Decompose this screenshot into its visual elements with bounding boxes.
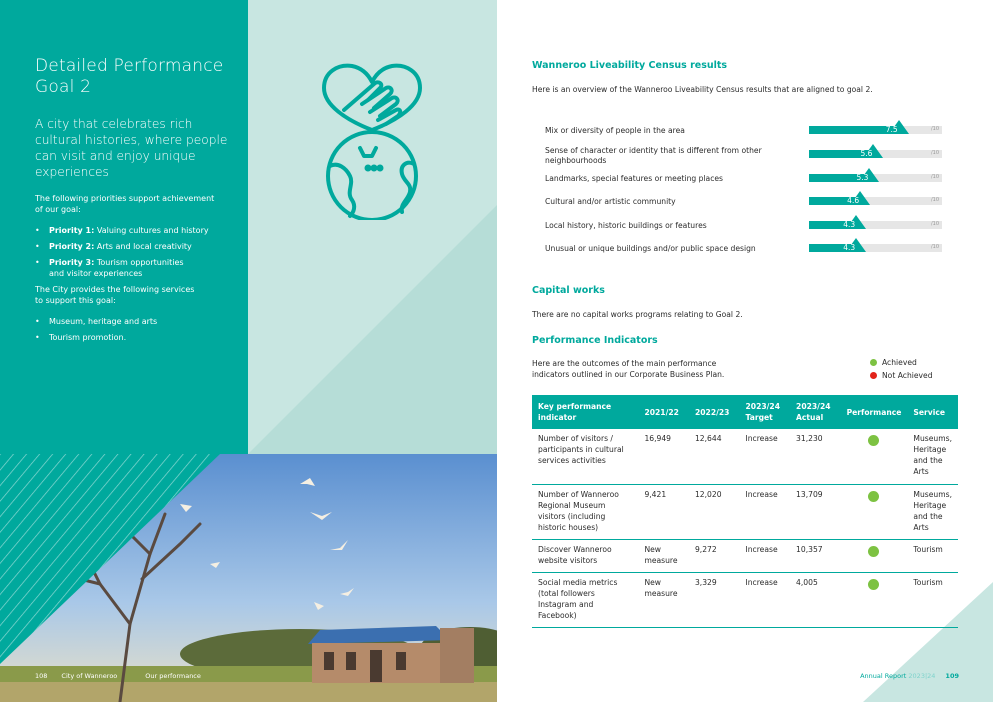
census-row (545, 126, 955, 146)
left-footer-section: Our performance (145, 672, 201, 680)
capital-works-heading: Capital works (532, 285, 605, 296)
right-page-number: 109 (945, 672, 959, 680)
census-max: /10 (931, 126, 940, 132)
census-label: Cultural and/or artistic community (545, 197, 676, 206)
heritage-photo (0, 454, 497, 702)
hands-globe-icon (316, 60, 428, 220)
performance-cell (841, 539, 908, 572)
census-label: Sense of character or identity that is different from other neighbourhoods (545, 146, 762, 165)
value-cell: 16,949 (638, 429, 689, 484)
left-footer-org: City of Wanneroo (61, 672, 118, 680)
value-cell: 9,272 (689, 539, 740, 572)
target-cell: Increase (740, 572, 791, 627)
kpi-header-row (532, 395, 958, 429)
census-bar-track (809, 197, 942, 205)
col-actual: 2023/24 Actual (790, 395, 841, 429)
table-row (532, 484, 958, 539)
census-intro: Here is an overview of the Wanneroo Liveability Census results that are aligned to goal 2. (532, 85, 873, 94)
census-row (545, 146, 955, 170)
service-item: • Museum, heritage and arts (35, 317, 230, 328)
priorities-list (35, 226, 230, 279)
capital-works-text: There are no capital works programs relating to Goal 2. (532, 310, 743, 319)
census-heading: Wanneroo Liveability Census results (532, 60, 728, 71)
kpi-table (532, 395, 958, 628)
performance-heading: Performance Indicators (532, 335, 658, 346)
legend-achieved: Achieved (870, 358, 917, 367)
actual-cell: 10,357 (790, 539, 841, 572)
priority-item: • Priority 2: Arts and local creativity (35, 242, 230, 253)
legend-not-achieved: Not Achieved (870, 371, 933, 380)
service-item: • Tourism promotion. (35, 333, 230, 344)
goal-intro-panel (0, 0, 248, 454)
performance-cell (841, 572, 908, 627)
target-cell: Increase (740, 539, 791, 572)
kpi-cell: Social media metrics (total followers Instagram and Facebook) (532, 572, 638, 627)
col-2022-23: 2022/23 (689, 395, 740, 429)
census-bar-track (809, 174, 942, 182)
census-value: 5.6 (860, 149, 873, 158)
priority-item: • Priority 3: Tourism opportunities and visitor experiences (35, 258, 185, 279)
services-intro: The City provides the following services to support this goal: (35, 285, 195, 305)
census-label: Landmarks, special features or meeting places (545, 174, 724, 183)
census-label: Unusual or unique buildings and/or public space design (545, 244, 756, 253)
table-row (532, 539, 958, 572)
goal-title: Detailed Performance Goal 2 (35, 56, 224, 97)
not-achieved-dot-icon (870, 372, 877, 379)
left-footer (35, 672, 201, 680)
col-kpi: Key performance indicator (532, 395, 638, 429)
service-cell: Tourism (907, 539, 958, 572)
census-row (545, 197, 955, 217)
col-target: 2023/24 Target (740, 395, 791, 429)
value-cell: 3,329 (689, 572, 740, 627)
census-bar-track (809, 221, 942, 229)
census-label: Local history, historic buildings or features (545, 221, 707, 230)
col-service: Service (907, 395, 958, 429)
census-max: /10 (931, 244, 940, 250)
census-bar-track (809, 244, 942, 252)
col-performance: Performance (841, 395, 908, 429)
census-max: /10 (931, 221, 940, 227)
value-cell: 9,421 (638, 484, 689, 539)
achieved-status-icon (868, 435, 879, 446)
actual-cell: 4,005 (790, 572, 841, 627)
census-value: 4.3 (843, 243, 856, 252)
actual-cell: 13,709 (790, 484, 841, 539)
achieved-status-icon (868, 579, 879, 590)
census-value: 7.5 (885, 125, 898, 134)
census-max: /10 (931, 174, 940, 180)
icon-panel (248, 0, 497, 454)
value-cell: 12,020 (689, 484, 740, 539)
table-row (532, 429, 958, 484)
goal-subtitle: A city that celebrates rich cultural histories, where people can visit and enjoy unique experiences (35, 117, 228, 179)
census-max: /10 (931, 197, 940, 203)
col-2021-22: 2021/22 (638, 395, 689, 429)
value-cell: New measure (638, 539, 689, 572)
census-bar-track (809, 150, 942, 158)
census-row (545, 174, 955, 194)
kpi-cell: Number of visitors / participants in cultural services activities (532, 429, 638, 484)
census-row (545, 244, 955, 264)
value-cell: New measure (638, 572, 689, 627)
target-cell: Increase (740, 484, 791, 539)
priority-item: • Priority 1: Valuing cultures and history (35, 226, 230, 237)
priorities-intro: The following priorities support achievement of our goal: (35, 194, 215, 214)
target-cell: Increase (740, 429, 791, 484)
left-page-number: 108 (35, 672, 48, 680)
census-row (545, 221, 955, 241)
right-page (497, 0, 993, 702)
right-footer (860, 672, 959, 680)
table-row (532, 572, 958, 627)
service-cell: Tourism (907, 572, 958, 627)
census-bar-track (809, 126, 942, 134)
census-label: Mix or diversity of people in the area (545, 126, 685, 135)
photo-illustration (0, 454, 497, 702)
service-cell: Museums, Heritage and the Arts (907, 484, 958, 539)
performance-cell (841, 429, 908, 484)
performance-cell (841, 484, 908, 539)
achieved-status-icon (868, 546, 879, 557)
census-value: 5.3 (856, 173, 869, 182)
census-max: /10 (931, 150, 940, 156)
kpi-cell: Number of Wanneroo Regional Museum visitors (including historic houses) (532, 484, 638, 539)
census-value: 4.3 (843, 220, 856, 229)
actual-cell: 31,230 (790, 429, 841, 484)
footer-report: Annual Report 2023|24 (860, 672, 936, 680)
kpi-cell: Discover Wanneroo website visitors (532, 539, 638, 572)
achieved-dot-icon (870, 359, 877, 366)
service-cell: Museums, Heritage and the Arts (907, 429, 958, 484)
performance-intro: Here are the outcomes of the main performance indicators outlined in our Corporate Business Plan. (532, 359, 725, 379)
value-cell: 12,644 (689, 429, 740, 484)
services-list (35, 317, 230, 344)
census-value: 4.6 (847, 196, 860, 205)
achieved-status-icon (868, 491, 879, 502)
